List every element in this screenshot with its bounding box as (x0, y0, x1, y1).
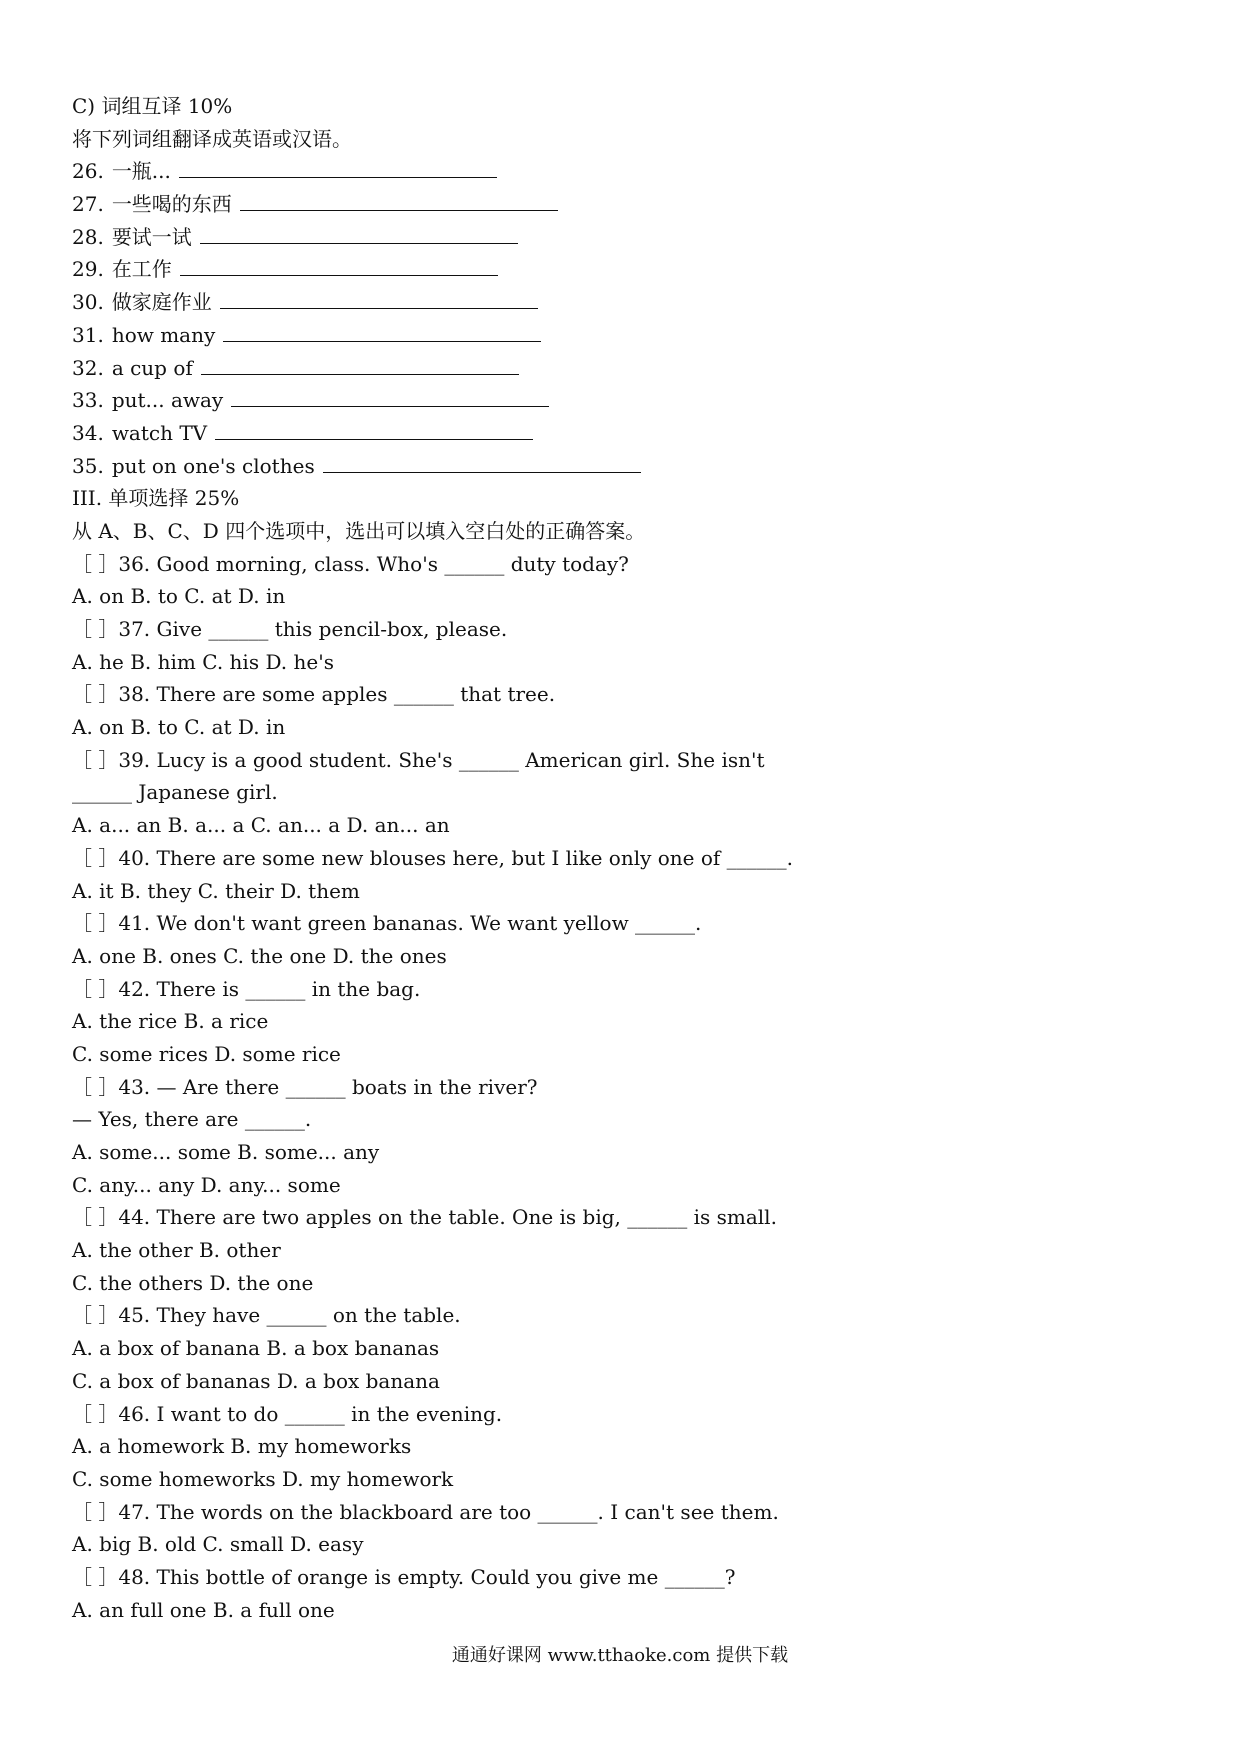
options-line: C. a box of bananas D. a box banana (72, 1368, 440, 1393)
section-c-title: C) 词组互译 10% (72, 94, 233, 118)
options-line: A. he B. him C. his D. he's (72, 649, 334, 674)
translation-list (72, 155, 1172, 482)
options-line: A. a... an B. a... a C. an... a D. an... an (72, 813, 450, 838)
translation-item (72, 417, 1172, 450)
translation-item (72, 253, 1172, 286)
options-line: A. some... some B. some... any (72, 1140, 380, 1164)
question-line: ［ ］39. Lucy is a good student. She's ______ American girl. She isn't (72, 747, 765, 772)
options-line: A. on B. to C. at D. in (72, 715, 286, 740)
answer-blank[interactable] (220, 288, 538, 309)
page-footer: 通通好课网 www.tthaoke.com 提供下载 (451, 1645, 789, 1666)
options-line: A. the rice B. a rice (72, 1009, 269, 1034)
question-line: ［ ］47. The words on the blackboard are too ______. I can't see them. (72, 1499, 779, 1524)
item-prompt: put... away (111, 388, 224, 413)
question-line: ［ ］42. There is ______ in the bag. (72, 976, 421, 1001)
question-line: ［ ］43. — Are there ______ boats in the river? (72, 1074, 538, 1099)
item-prompt: 要试一试 (111, 224, 192, 249)
worksheet-page (72, 90, 1172, 1626)
section-c-instruction: 将下列词组翻译成英语或汉语。 (72, 126, 352, 151)
translation-item (72, 352, 1172, 385)
options-line: A. a box of banana B. a box bananas (72, 1336, 440, 1361)
options-line: C. some homeworks D. my homework (72, 1466, 454, 1491)
item-prompt: 一瓶... (111, 159, 171, 184)
answer-blank[interactable] (240, 190, 558, 211)
options-line: A. it B. they C. their D. them (72, 878, 360, 903)
item-number: 31. (72, 322, 104, 347)
question-line: ［ ］44. There are two apples on the table. One is big, ______ is small. (72, 1205, 777, 1230)
item-number: 32. (72, 355, 104, 380)
item-number: 35. (72, 453, 104, 478)
question-line: ［ ］48. This bottle of orange is empty. Could you give me ______? (72, 1564, 736, 1589)
question-line: ［ ］40. There are some new blouses here, but I like only one of ______. (72, 845, 794, 870)
item-number: 28. (72, 224, 104, 249)
answer-blank[interactable] (200, 223, 518, 244)
translation-item (72, 384, 1172, 417)
item-number: 34. (72, 420, 104, 445)
item-prompt: 做家庭作业 (111, 290, 212, 315)
item-prompt: a cup of (111, 355, 193, 380)
item-number: 29. (72, 257, 104, 282)
question-line: ［ ］38. There are some apples ______ that tree. (72, 682, 556, 707)
options-line: ______ Japanese girl. (72, 780, 278, 805)
item-prompt: 在工作 (111, 257, 172, 282)
question-line: ［ ］36. Good morning, class. Who's ______ duty today? (72, 551, 629, 576)
translation-item (72, 450, 1172, 483)
options-line: — Yes, there are ______. (72, 1107, 312, 1132)
item-prompt: put on one's clothes (111, 453, 315, 478)
item-prompt: watch TV (111, 420, 208, 445)
options-line: A. on B. to C. at D. in (72, 584, 286, 609)
multiple-choice-list (72, 548, 1172, 1627)
item-number: 26. (72, 159, 104, 184)
options-line: C. any... any D. any... some (72, 1172, 341, 1197)
question-line: ［ ］46. I want to do ______ in the evening. (72, 1401, 503, 1426)
options-line: A. one B. ones C. the one D. the ones (72, 943, 447, 968)
answer-blank[interactable] (215, 419, 533, 440)
answer-blank[interactable] (201, 354, 519, 375)
translation-item (72, 319, 1172, 352)
item-number: 30. (72, 290, 104, 315)
answer-blank[interactable] (231, 386, 549, 407)
translation-item (72, 155, 1172, 188)
options-line: A. big B. old C. small D. easy (72, 1532, 364, 1557)
options-line: A. an full one B. a full one (72, 1597, 335, 1622)
item-prompt: 一些喝的东西 (111, 192, 232, 217)
question-line: ［ ］37. Give ______ this pencil-box, please. (72, 617, 508, 641)
answer-blank[interactable] (323, 452, 641, 473)
translation-item (72, 286, 1172, 319)
answer-blank[interactable] (180, 255, 498, 276)
translation-item (72, 188, 1172, 221)
question-line: ［ ］45. They have ______ on the table. (72, 1303, 461, 1328)
answer-blank[interactable] (179, 157, 497, 178)
item-prompt: how many (111, 322, 216, 347)
section-iii-instruction: 从 A、B、C、D 四个选项中，选出可以填入空白处的正确答案。 (72, 518, 646, 543)
section-iii-title: III. 单项选择 25% (72, 486, 240, 511)
translation-item (72, 221, 1172, 254)
options-line: A. a homework B. my homeworks (72, 1434, 412, 1459)
options-line: C. some rices D. some rice (72, 1041, 341, 1066)
options-line: A. the other B. other (72, 1238, 281, 1263)
options-line: C. the others D. the one (72, 1270, 314, 1295)
question-line: ［ ］41. We don't want green bananas. We want yellow ______. (72, 911, 702, 936)
answer-blank[interactable] (223, 321, 541, 342)
item-number: 33. (72, 388, 104, 413)
item-number: 27. (72, 192, 104, 217)
